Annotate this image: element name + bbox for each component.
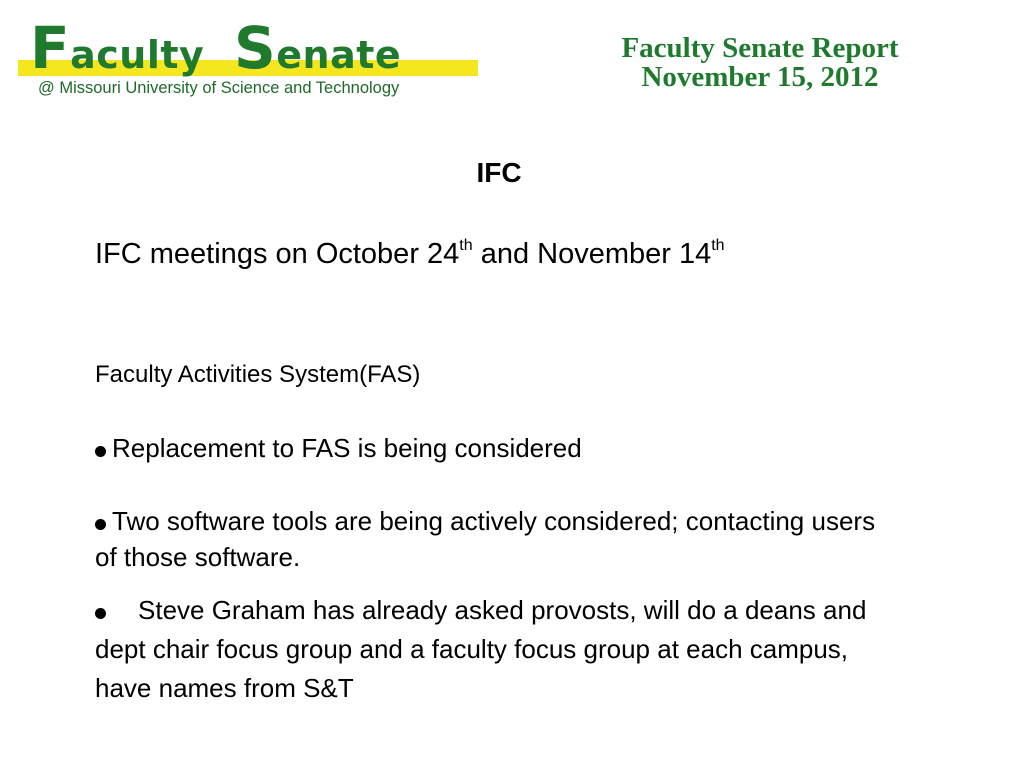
bullet-item xyxy=(95,591,885,708)
meetings-sup-1: th xyxy=(459,237,473,254)
logo-subtitle: @ Missouri University of Science and Technology xyxy=(38,79,400,97)
logo-word-senate-rest: enate xyxy=(276,33,402,77)
bullet-dot-icon xyxy=(95,608,106,619)
faculty-senate-logo xyxy=(18,14,480,104)
report-title: Faculty Senate Report xyxy=(621,32,899,64)
report-header xyxy=(560,34,960,92)
logo-initial-f: F xyxy=(30,14,71,82)
meetings-part-2: and November 14 xyxy=(472,238,712,270)
bullet-text: Steve Graham has already asked provosts, will do a deans and dept chair focus group and a faculty focus group at each campus, have names from S&T xyxy=(95,595,867,703)
meetings-sup-2: th xyxy=(711,237,725,254)
bullet-text: Replacement to FAS is being considered xyxy=(112,433,582,463)
report-date: November 15, 2012 xyxy=(641,61,879,93)
logo-word-senate xyxy=(234,14,402,85)
meetings-text xyxy=(95,236,885,272)
logo-word-faculty-rest: aculty xyxy=(70,33,205,77)
bullet-item xyxy=(95,503,885,575)
meetings-part-1: IFC meetings on October 24 xyxy=(95,238,460,270)
logo-word-faculty xyxy=(30,14,205,85)
section-title: IFC xyxy=(476,157,522,188)
fas-title: Faculty Activities System(FAS) xyxy=(95,361,421,388)
bullet-text: Two software tools are being actively considered; contacting users of those software. xyxy=(95,506,876,572)
bullet-item xyxy=(95,430,885,466)
bullet-dot-icon xyxy=(95,446,106,457)
logo-initial-s: S xyxy=(234,14,277,82)
bullet-dot-icon xyxy=(95,519,106,530)
